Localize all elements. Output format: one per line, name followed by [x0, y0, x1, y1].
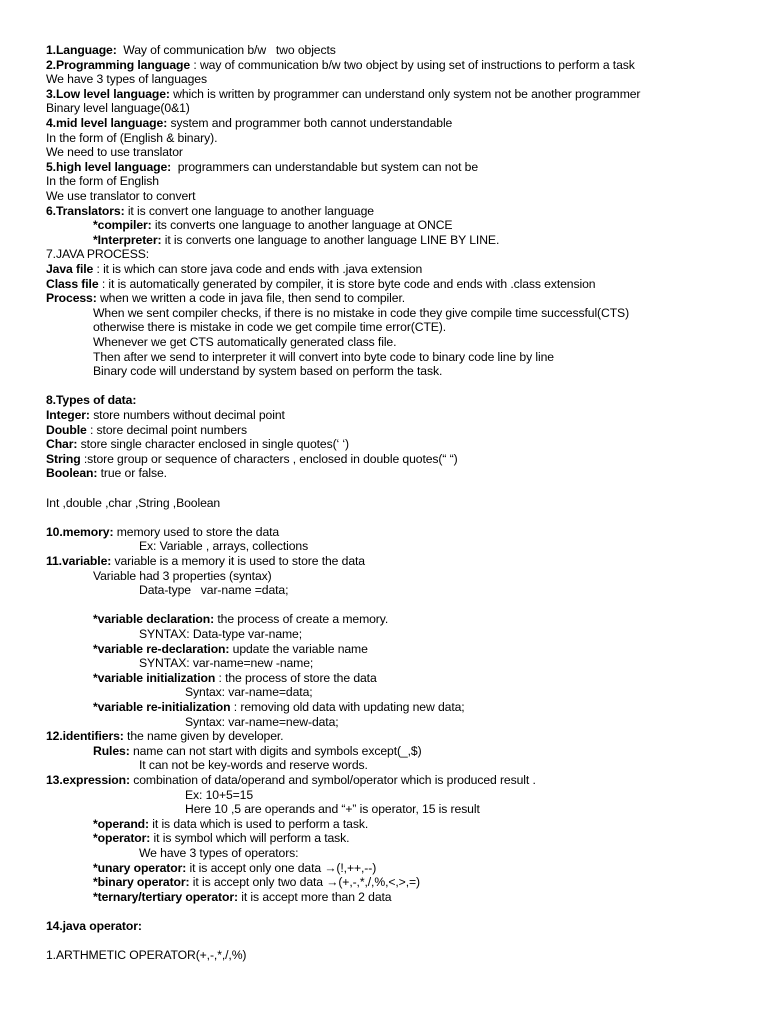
- text-line: Integer: store numbers without decimal point: [46, 408, 285, 422]
- text-line: Double : store decimal point numbers: [46, 422, 247, 437]
- text-line: *operator: it is symbol which will perform a task.: [93, 831, 350, 846]
- text-line: 11.variable: variable is a memory it is used to store the data: [46, 554, 365, 568]
- text-line: 12.identifiers: the name given by developer.: [46, 729, 284, 744]
- text-line: Then after we send to interpreter it will convert into byte code to binary code line by line: [93, 349, 554, 364]
- text-line: In the form of English: [46, 174, 159, 189]
- text-line: Data-type var-name =data;: [139, 583, 289, 598]
- text-line: *binary operator: it is accept only two data →(+,-,*,/,%,<,>,=): [93, 875, 420, 890]
- text-line: SYNTAX: Data-type var-name;: [139, 627, 303, 641]
- text-line: Process: when we written a code in java file, then send to compiler.: [46, 291, 406, 306]
- text-line: Variable had 3 properties (syntax): [93, 568, 272, 583]
- text-line: *Interpreter: it is converts one language to another language LINE BY LINE.: [93, 232, 500, 247]
- text-line: 1.Language: Way of communication b/w two objects: [46, 43, 336, 57]
- text-line: *variable declaration: the process of create a memory.: [93, 612, 389, 627]
- text-line: Syntax: var-name=new-data;: [185, 714, 339, 729]
- text-line: 7.JAVA PROCESS:: [46, 247, 150, 262]
- text-line: *compiler: its converts one language to another language at ONCE: [93, 218, 453, 233]
- text-line: Class file : it is automatically generated by compiler, it is store byte code and ends with .class extension: [46, 276, 596, 291]
- text-line: *variable re-initialization : removing old data with updating new data;: [93, 700, 465, 714]
- text-line: Rules: name can not start with digits and symbols except(_,$): [93, 743, 422, 758]
- text-line: Syntax: var-name=data;: [185, 685, 313, 700]
- text-line: 8.Types of data:: [46, 393, 137, 408]
- text-line: SYNTAX: var-name=new -name;: [139, 656, 314, 671]
- text-line: 5.high level language: programmers can understandable but system can not be: [46, 159, 479, 174]
- text-line: We use translator to convert: [46, 189, 196, 203]
- text-line: Here 10 ,5 are operands and “+” is operator, 15 is result: [185, 802, 480, 817]
- text-line: Boolean: true or false.: [46, 466, 167, 481]
- text-line: *ternary/tertiary operator: it is accept more than 2 data: [93, 889, 392, 904]
- text-line: Whenever we get CTS automatically generated class file.: [93, 335, 397, 349]
- text-line: Binary code will understand by system based on perform the task.: [93, 364, 443, 379]
- text-line: *variable re-declaration: update the variable name: [93, 641, 368, 656]
- text-line: 10.memory: memory used to store the data: [46, 524, 280, 539]
- text-line: 3.Low level language: which is written by programmer can understand only system not be another programmer: [46, 86, 641, 101]
- text-line: Int ,double ,char ,String ,Boolean: [46, 495, 221, 510]
- text-line: We have 3 types of operators:: [139, 846, 299, 860]
- text-line: We have 3 types of languages: [46, 72, 207, 87]
- text-line: Ex: 10+5=15: [185, 787, 254, 802]
- text-line: It can not be key-words and reserve words.: [139, 758, 368, 773]
- text-line: *unary operator: it is accept only one data →(!,++,--): [93, 860, 377, 875]
- text-line: 13.expression: combination of data/operand and symbol/operator which is produced result .: [46, 773, 536, 787]
- text-line: 6.Translators: it is convert one language to another language: [46, 203, 374, 218]
- text-line: 2.Programming language : way of communication b/w two object by using set of instructions to perform a task: [46, 57, 635, 72]
- text-line: 1.ARTHMETIC OPERATOR(+,-,*,/,%): [46, 948, 247, 963]
- text-line: String :store group or sequence of characters , enclosed in double quotes(“ “): [46, 451, 458, 466]
- text-line: 4.mid level language: system and programmer both cannot understandable: [46, 116, 453, 130]
- text-line: otherwise there is mistake in code we get compile time error(CTE).: [93, 320, 447, 335]
- text-line: 14.java operator:: [46, 919, 142, 933]
- text-line: Ex: Variable , arrays, collections: [139, 539, 309, 554]
- text-line: Char: store single character enclosed in single quotes(‘ ‘): [46, 437, 349, 452]
- text-line: When we sent compiler checks, if there is no mistake in code they give compile time successful(CTS): [93, 305, 630, 320]
- text-line: In the form of (English & binary).: [46, 130, 218, 145]
- text-line: Binary level language(0&1): [46, 101, 190, 116]
- text-line: *variable initialization : the process of store the data: [93, 670, 377, 685]
- text-line: We need to use translator: [46, 145, 183, 160]
- text-line: *operand: it is data which is used to perform a task.: [93, 816, 369, 831]
- text-line: Java file : it is which can store java code and ends with .java extension: [46, 262, 423, 276]
